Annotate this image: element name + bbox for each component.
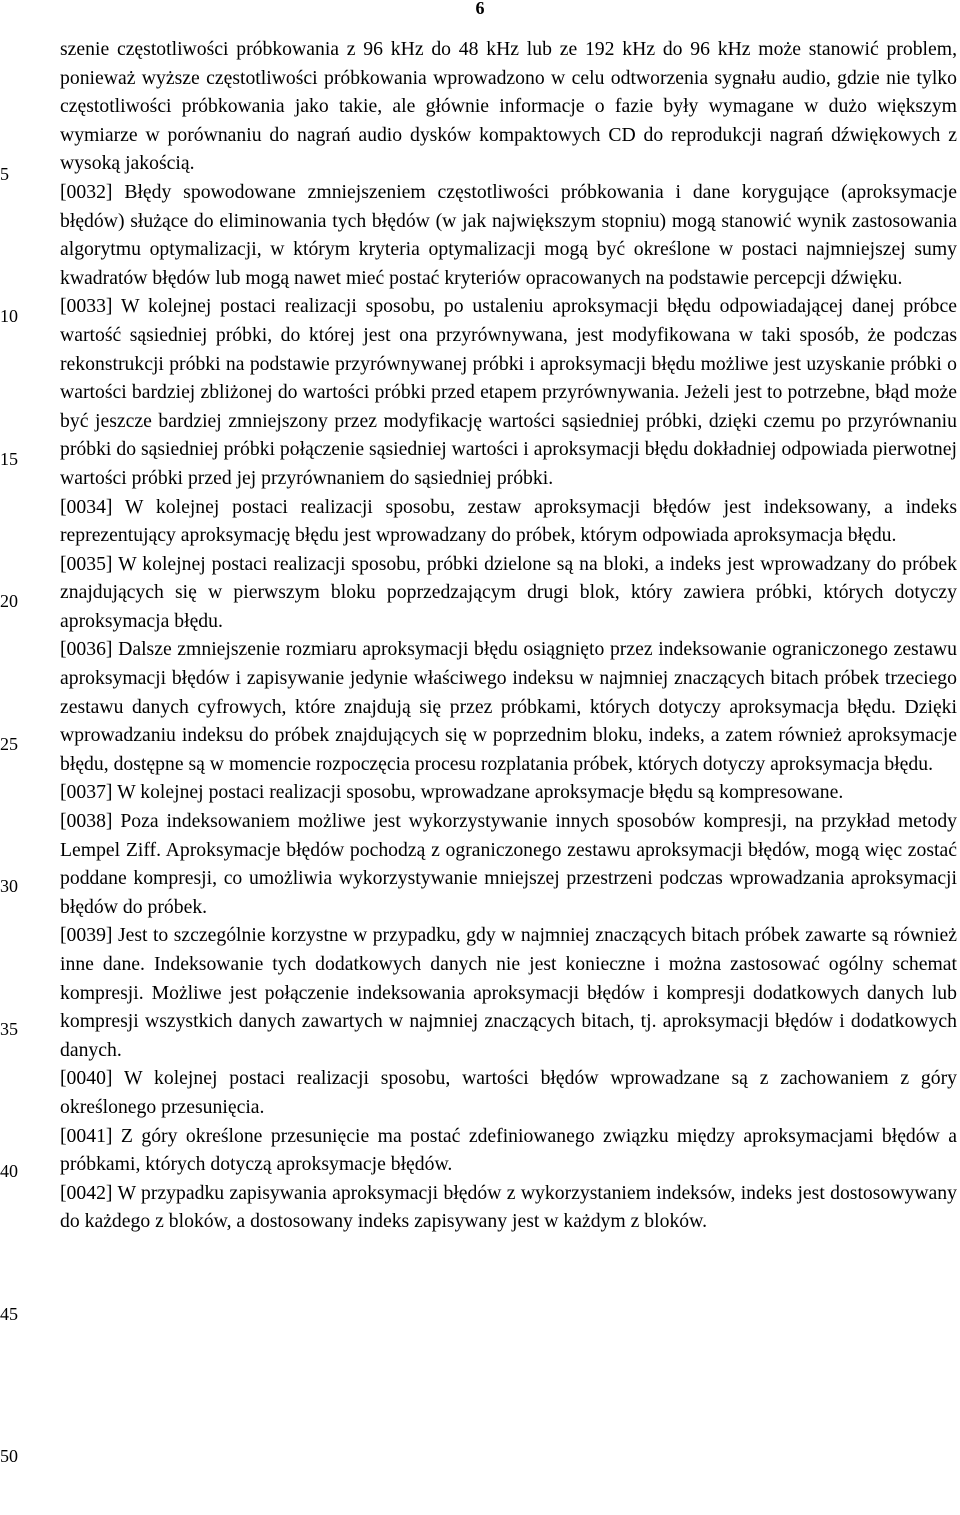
page-number: 6	[475, 0, 485, 18]
paragraph-tag: [0040]	[60, 1067, 113, 1090]
line-number: 25	[0, 734, 18, 754]
line-number: 35	[0, 1019, 18, 1039]
paragraph-tag: [0038]	[60, 810, 113, 833]
paragraph-tag: [0041]	[60, 1124, 113, 1147]
paragraph-0039	[60, 921, 957, 1064]
document-body	[60, 35, 957, 1236]
paragraph-tag: [0039]	[60, 924, 113, 947]
paragraph-0041	[60, 1122, 957, 1179]
paragraph-tag: [0032]	[60, 180, 113, 203]
paragraph-0033	[60, 292, 957, 492]
line-number: 50	[0, 1446, 18, 1466]
line-number: 10	[0, 306, 18, 326]
paragraph-text: W kolejnej postaci realizacji sposobu, wprowadzane aproksymacje błędu są kompresowane.	[117, 781, 844, 804]
line-number: 40	[0, 1161, 18, 1181]
paragraph-0035	[60, 550, 957, 636]
paragraph-text: W kolejnej postaci realizacji sposobu, po ustaleniu aproksymacji błędu odpowiadającej danej próbce wartość sąsiedniej próbki, do której jest ona przyrównywana, jest modyfikowana w taki sposób, że podczas rekonstrukcji próbki na podstawie przyrównywanej próbki i aproksymacji błędu możliwe jest uzyskanie próbki o wartości bardziej zbliżonej do wartości próbki przed etapem przyrównywania. Jeżeli jest to potrzebne, błąd może być jeszcze bardziej zmniejszony przez modyfikację wartości sąsiedniej próbki, dzięki czemu po przyrównaniu próbki do sąsiedniej próbki połączenie sąsiedniej wartości i aproksymacji błędu dokładniej odpowiada pierwotnej wartości próbki przed jej przyrównaniem do sąsiedniej próbki.	[60, 295, 957, 489]
paragraph-text: W kolejnej postaci realizacji sposobu, zestaw aproksymacji błędów jest indeksowany, a indeks reprezentujący aproksymację błędu jest wprowadzany do próbek, którym odpowiada aproksymacja błędu.	[60, 495, 957, 547]
paragraph-text: szenie częstotliwości próbkowania z 96 kHz do 48 kHz lub ze 192 kHz do 96 kHz może stanowić problem, ponieważ wyższe częstotliwości próbkowania wprowadzono w celu odtworzenia sygnału audio, gdzie nie tylko częstotliwości próbkowania jako takie, ale głównie informacje o fazie były wymagane w dużo większym wymiarze w porównaniu do nagrań audio dysków kompaktowych CD do reprodukcji nagrań dźwiękowych z wysoką jakością.	[60, 38, 957, 175]
paragraph-text: W kolejnej postaci realizacji sposobu, wartości błędów wprowadzane są z zachowaniem z góry określonego przesunięcia.	[60, 1067, 957, 1118]
paragraph-tag: [0037]	[60, 781, 113, 804]
paragraph-0034	[60, 493, 957, 550]
paragraph-tag: [0034]	[60, 495, 113, 518]
paragraph-tag: [0033]	[60, 295, 113, 318]
line-number: 20	[0, 591, 18, 611]
line-number: 5	[0, 164, 9, 184]
paragraph-0032	[60, 178, 957, 292]
paragraph-text: Jest to szczególnie korzystne w przypadku, gdy w najmniej znaczących bitach próbek zawarte są również inne dane. Indeksowanie tych dodatkowych danych nie jest konieczne i można zastosować ogólny schemat kompresji. Możliwe jest połączenie indeksowania aproksymacji błędów i kompresji dodatkowych danych lub kompresji wszystkich danych zawartych w najmniej znaczących bitach, tj. aproksymacji błędów i dodatkowych danych.	[60, 924, 957, 1061]
line-number: 15	[0, 449, 18, 469]
line-number: 30	[0, 876, 18, 896]
paragraph-text: W kolejnej postaci realizacji sposobu, próbki dzielone są na bloki, a indeks jest wprowadzany do próbek znajdujących się w pierwszym bloku poprzedzającym drugi blok, który zawiera próbki, których dotyczy aproksymacja błędu.	[60, 552, 957, 632]
paragraph-text: Z góry określone przesunięcie ma postać zdefiniowanego związku między aproksymacjami błędów a próbkami, których dotyczą aproksymacje błędów.	[60, 1124, 958, 1176]
paragraph-tag: [0036]	[60, 638, 113, 661]
paragraph-0037	[60, 778, 957, 807]
paragraph-text: Poza indeksowaniem możliwe jest wykorzystywanie innych sposobów kompresji, na przykład metody Lempel Ziff. Aproksymacje błędów pochodzą z ograniczonego zestawu aproksymacji błędów, mogą więc zostać poddane kompresji, co umożliwia wykorzystywanie mniejszej przestrzeni podczas wprowadzania aproksymacji błędów do próbek.	[60, 810, 958, 918]
paragraph-0042	[60, 1179, 957, 1236]
paragraph-text: Błędy spowodowane zmniejszeniem częstotliwości próbkowania i dane korygujące (aproksymacje błędów) służące do eliminowania tych błędów (w jak największym stopniu) mogą stanowić wynik zastosowania algorytmu optymalizacji, w którym kryteria optymalizacji mogą być określone w postaci najmniejszej sumy kwadratów błędów lub mogą nawet mieć postać kryteriów opracowanych na podstawie percepcji dźwięku.	[60, 180, 957, 289]
paragraph-0040	[60, 1064, 957, 1121]
paragraph-continuation	[60, 35, 957, 178]
paragraph-text: Dalsze zmniejszenie rozmiaru aproksymacji błędu osiągnięto przez indeksowanie ograniczonego zestawu aproksymacji błędów i zapisywanie jedynie właściwego indeksu w najmniej znaczących bitach próbek trzeciego zestawu danych cyfrowych, które znajdują się przez próbkami, których dotyczy aproksymacja błędu. Dzięki wprowadzaniu indeksu do próbek znajdujących się w poprzednim bloku, indeks, a zatem również aproksymacje błędu, dostępne są w momencie rozpoczęcia procesu rozplatania próbek, których dotyczy aproksymacja błędu.	[60, 638, 957, 775]
paragraph-0036	[60, 635, 957, 778]
paragraph-tag: [0042]	[60, 1181, 113, 1204]
paragraph-tag: [0035]	[60, 552, 113, 575]
paragraph-0038	[60, 807, 957, 921]
line-number: 45	[0, 1304, 18, 1324]
paragraph-text: W przypadku zapisywania aproksymacji błędów z wykorzystaniem indeksów, indeks jest dostosowywany do każdego z bloków, a dostosowany indeks zapisywany jest w każdym z bloków.	[60, 1181, 957, 1233]
